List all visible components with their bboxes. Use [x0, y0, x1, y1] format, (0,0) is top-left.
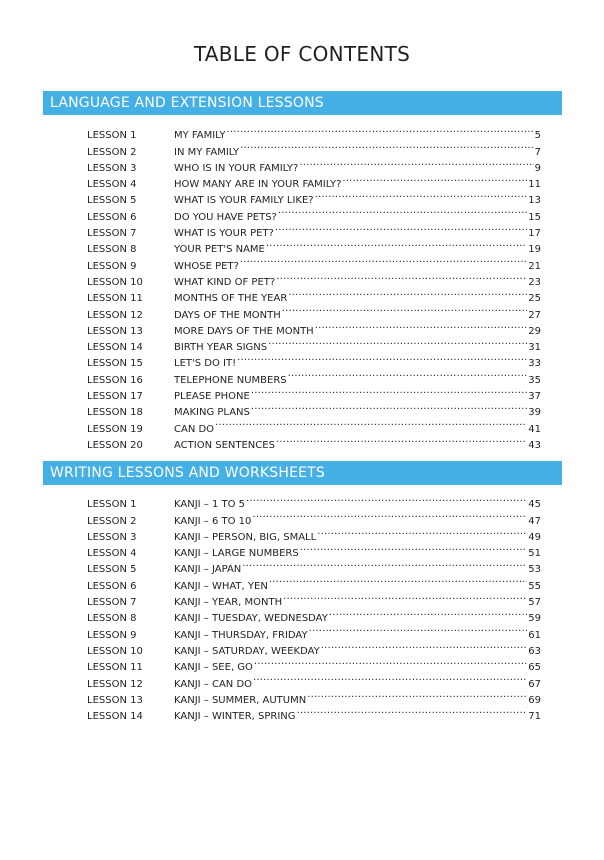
dot-leader	[297, 703, 528, 719]
lesson-number: LESSON 14	[87, 342, 143, 354]
dot-leader	[307, 687, 527, 703]
page-title: TABLE OF CONTENTS	[193, 42, 411, 66]
toc-list-writing	[87, 491, 541, 723]
lesson-title: TELEPHONE NUMBERS	[174, 374, 287, 386]
lesson-number: LESSON 10	[87, 645, 143, 657]
dot-leader	[315, 187, 528, 203]
dot-leader	[268, 334, 527, 350]
lesson-title: KANJI – TUESDAY, WEDNESDAY	[174, 613, 328, 625]
dot-leader	[342, 171, 527, 187]
lesson-title: WHAT KIND OF PET?	[174, 276, 276, 288]
lesson-title: WHAT IS YOUR FAMILY LIKE?	[174, 195, 314, 207]
page-number: 65	[528, 662, 541, 674]
lesson-title: KANJI – PERSON, BIG, SMALL	[174, 531, 317, 543]
page-number: 51	[528, 548, 541, 560]
page-number: 21	[528, 260, 541, 272]
page-number: 53	[528, 564, 541, 576]
lesson-title: KANJI – SEE, GO	[174, 662, 253, 674]
lesson-title: MORE DAYS OF THE MONTH	[174, 325, 314, 337]
lesson-title: KANJI – SATURDAY, WEEKDAY	[174, 645, 320, 657]
lesson-number: LESSON 16	[87, 374, 143, 386]
page-number: 25	[528, 293, 541, 305]
lesson-title: KANJI – 6 TO 10	[174, 515, 252, 527]
lesson-title: WHOSE PET?	[174, 260, 239, 272]
lesson-title: HOW MANY ARE IN YOUR FAMILY?	[174, 179, 342, 191]
lesson-number: LESSON 7	[87, 228, 137, 240]
lesson-number: LESSON 2	[87, 146, 137, 158]
section-header-writing: WRITING LESSONS AND WORKSHEETS	[43, 461, 562, 485]
lesson-number: LESSON 9	[87, 629, 137, 641]
lesson-title: KANJI – JAPAN	[174, 564, 242, 576]
dot-leader	[215, 415, 527, 431]
lesson-title: DO YOU HAVE PETS?	[174, 211, 277, 223]
lesson-title: WHO IS IN YOUR FAMILY?	[174, 162, 299, 174]
lesson-number: LESSON 3	[87, 531, 137, 543]
lesson-title: KANJI – SUMMER, AUTUMN	[174, 694, 307, 706]
lesson-title: DAYS OF THE MONTH	[174, 309, 281, 321]
dot-leader	[317, 524, 527, 540]
dot-leader	[269, 572, 527, 588]
dot-leader	[300, 540, 528, 556]
lesson-number: LESSON 5	[87, 564, 137, 576]
lesson-number: LESSON 12	[87, 309, 143, 321]
lesson-title: MAKING PLANS	[174, 407, 250, 419]
lesson-number: LESSON 15	[87, 358, 143, 370]
dot-leader	[253, 670, 527, 686]
lesson-number: LESSON 17	[87, 391, 143, 403]
lesson-title: IN MY FAMILY	[174, 146, 240, 158]
lesson-title: KANJI – CAN DO	[174, 678, 253, 690]
dot-leader	[276, 269, 527, 285]
lesson-number: LESSON 4	[87, 179, 137, 191]
page-number: 15	[528, 211, 541, 223]
dot-leader	[282, 301, 528, 317]
lesson-number: LESSON 6	[87, 580, 137, 592]
dot-leader	[254, 654, 527, 670]
page-number: 45	[528, 499, 541, 511]
page-number: 49	[528, 531, 541, 543]
toc-entry[interactable]	[87, 491, 541, 511]
lesson-number: LESSON 14	[87, 711, 143, 723]
dot-leader	[315, 318, 528, 334]
page-number: 9	[534, 162, 541, 174]
page-number: 31	[528, 342, 541, 354]
page-number: 47	[528, 515, 541, 527]
page-number: 7	[534, 146, 541, 158]
lesson-number: LESSON 11	[87, 662, 143, 674]
lesson-title: KANJI – THURSDAY, FRIDAY	[174, 629, 308, 641]
dot-leader	[276, 432, 527, 448]
lesson-title: WHAT IS YOUR PET?	[174, 228, 274, 240]
toc-list-language	[87, 122, 541, 451]
dot-leader	[237, 350, 527, 366]
dot-leader	[240, 252, 527, 268]
lesson-number: LESSON 13	[87, 694, 143, 706]
lesson-number: LESSON 20	[87, 439, 143, 451]
lesson-title: KANJI – WHAT, YEN	[174, 580, 268, 592]
lesson-title: BIRTH YEAR SIGNS	[174, 342, 268, 354]
lesson-title: LET'S DO IT!	[174, 358, 237, 370]
lesson-title: KANJI – WINTER, SPRING	[174, 711, 296, 723]
page-number: 69	[528, 694, 541, 706]
page-number: 29	[528, 325, 541, 337]
dot-leader	[329, 605, 527, 621]
lesson-number: LESSON 11	[87, 293, 143, 305]
dot-leader	[240, 138, 533, 154]
dot-leader	[283, 589, 527, 605]
page-number: 63	[528, 645, 541, 657]
lesson-number: LESSON 18	[87, 407, 143, 419]
page-number: 71	[528, 711, 541, 723]
section-header-language: LANGUAGE AND EXTENSION LESSONS	[43, 91, 562, 115]
lesson-number: LESSON 6	[87, 211, 137, 223]
dot-leader	[227, 122, 534, 138]
page-number: 11	[528, 179, 541, 191]
lesson-number: LESSON 2	[87, 515, 137, 527]
page-number: 5	[534, 130, 541, 142]
toc-entry[interactable]	[87, 122, 541, 142]
lesson-number: LESSON 8	[87, 244, 137, 256]
lesson-number: LESSON 5	[87, 195, 137, 207]
lesson-number: LESSON 13	[87, 325, 143, 337]
lesson-title: CAN DO	[174, 423, 215, 435]
lesson-number: LESSON 19	[87, 423, 143, 435]
lesson-number: LESSON 1	[87, 499, 137, 511]
page-number: 39	[528, 407, 541, 419]
lesson-title: YOUR PET'S NAME	[174, 244, 265, 256]
dot-leader	[321, 638, 527, 654]
page-number: 67	[528, 678, 541, 690]
lesson-number: LESSON 10	[87, 276, 143, 288]
page-number: 43	[528, 439, 541, 451]
lesson-title: ACTION SENTENCES	[174, 439, 275, 451]
page-number: 61	[528, 629, 541, 641]
lesson-title: KANJI – 1 TO 5	[174, 499, 246, 511]
dot-leader	[288, 366, 528, 382]
lesson-title: MY FAMILY	[174, 130, 226, 142]
lesson-title: MONTHS OF THE YEAR	[174, 293, 288, 305]
page-number: 19	[528, 244, 541, 256]
lesson-number: LESSON 12	[87, 678, 143, 690]
lesson-title: KANJI – LARGE NUMBERS	[174, 548, 299, 560]
page-number: 37	[528, 391, 541, 403]
dot-leader	[251, 399, 527, 415]
lesson-title: KANJI – YEAR, MONTH	[174, 597, 283, 609]
page-number: 55	[528, 580, 541, 592]
lesson-number: LESSON 1	[87, 130, 137, 142]
dot-leader	[252, 507, 527, 523]
dot-leader	[288, 285, 527, 301]
page-number: 59	[528, 613, 541, 625]
page-number: 23	[528, 276, 541, 288]
lesson-number: LESSON 7	[87, 597, 137, 609]
page-number: 33	[528, 358, 541, 370]
lesson-number: LESSON 4	[87, 548, 137, 560]
dot-leader	[275, 220, 527, 236]
page-number: 13	[528, 195, 541, 207]
lesson-title: PLEASE PHONE	[174, 391, 250, 403]
dot-leader	[299, 155, 533, 171]
dot-leader	[309, 621, 528, 637]
lesson-number: LESSON 9	[87, 260, 137, 272]
lesson-number: LESSON 8	[87, 613, 137, 625]
page-number: 27	[528, 309, 541, 321]
dot-leader	[242, 556, 527, 572]
lesson-number: LESSON 3	[87, 162, 137, 174]
dot-leader	[266, 236, 527, 252]
page-number: 17	[528, 228, 541, 240]
page-number: 35	[528, 374, 541, 386]
dot-leader	[278, 203, 527, 219]
page-number: 41	[528, 423, 541, 435]
page-number: 57	[528, 597, 541, 609]
dot-leader	[251, 383, 527, 399]
dot-leader	[246, 491, 527, 507]
